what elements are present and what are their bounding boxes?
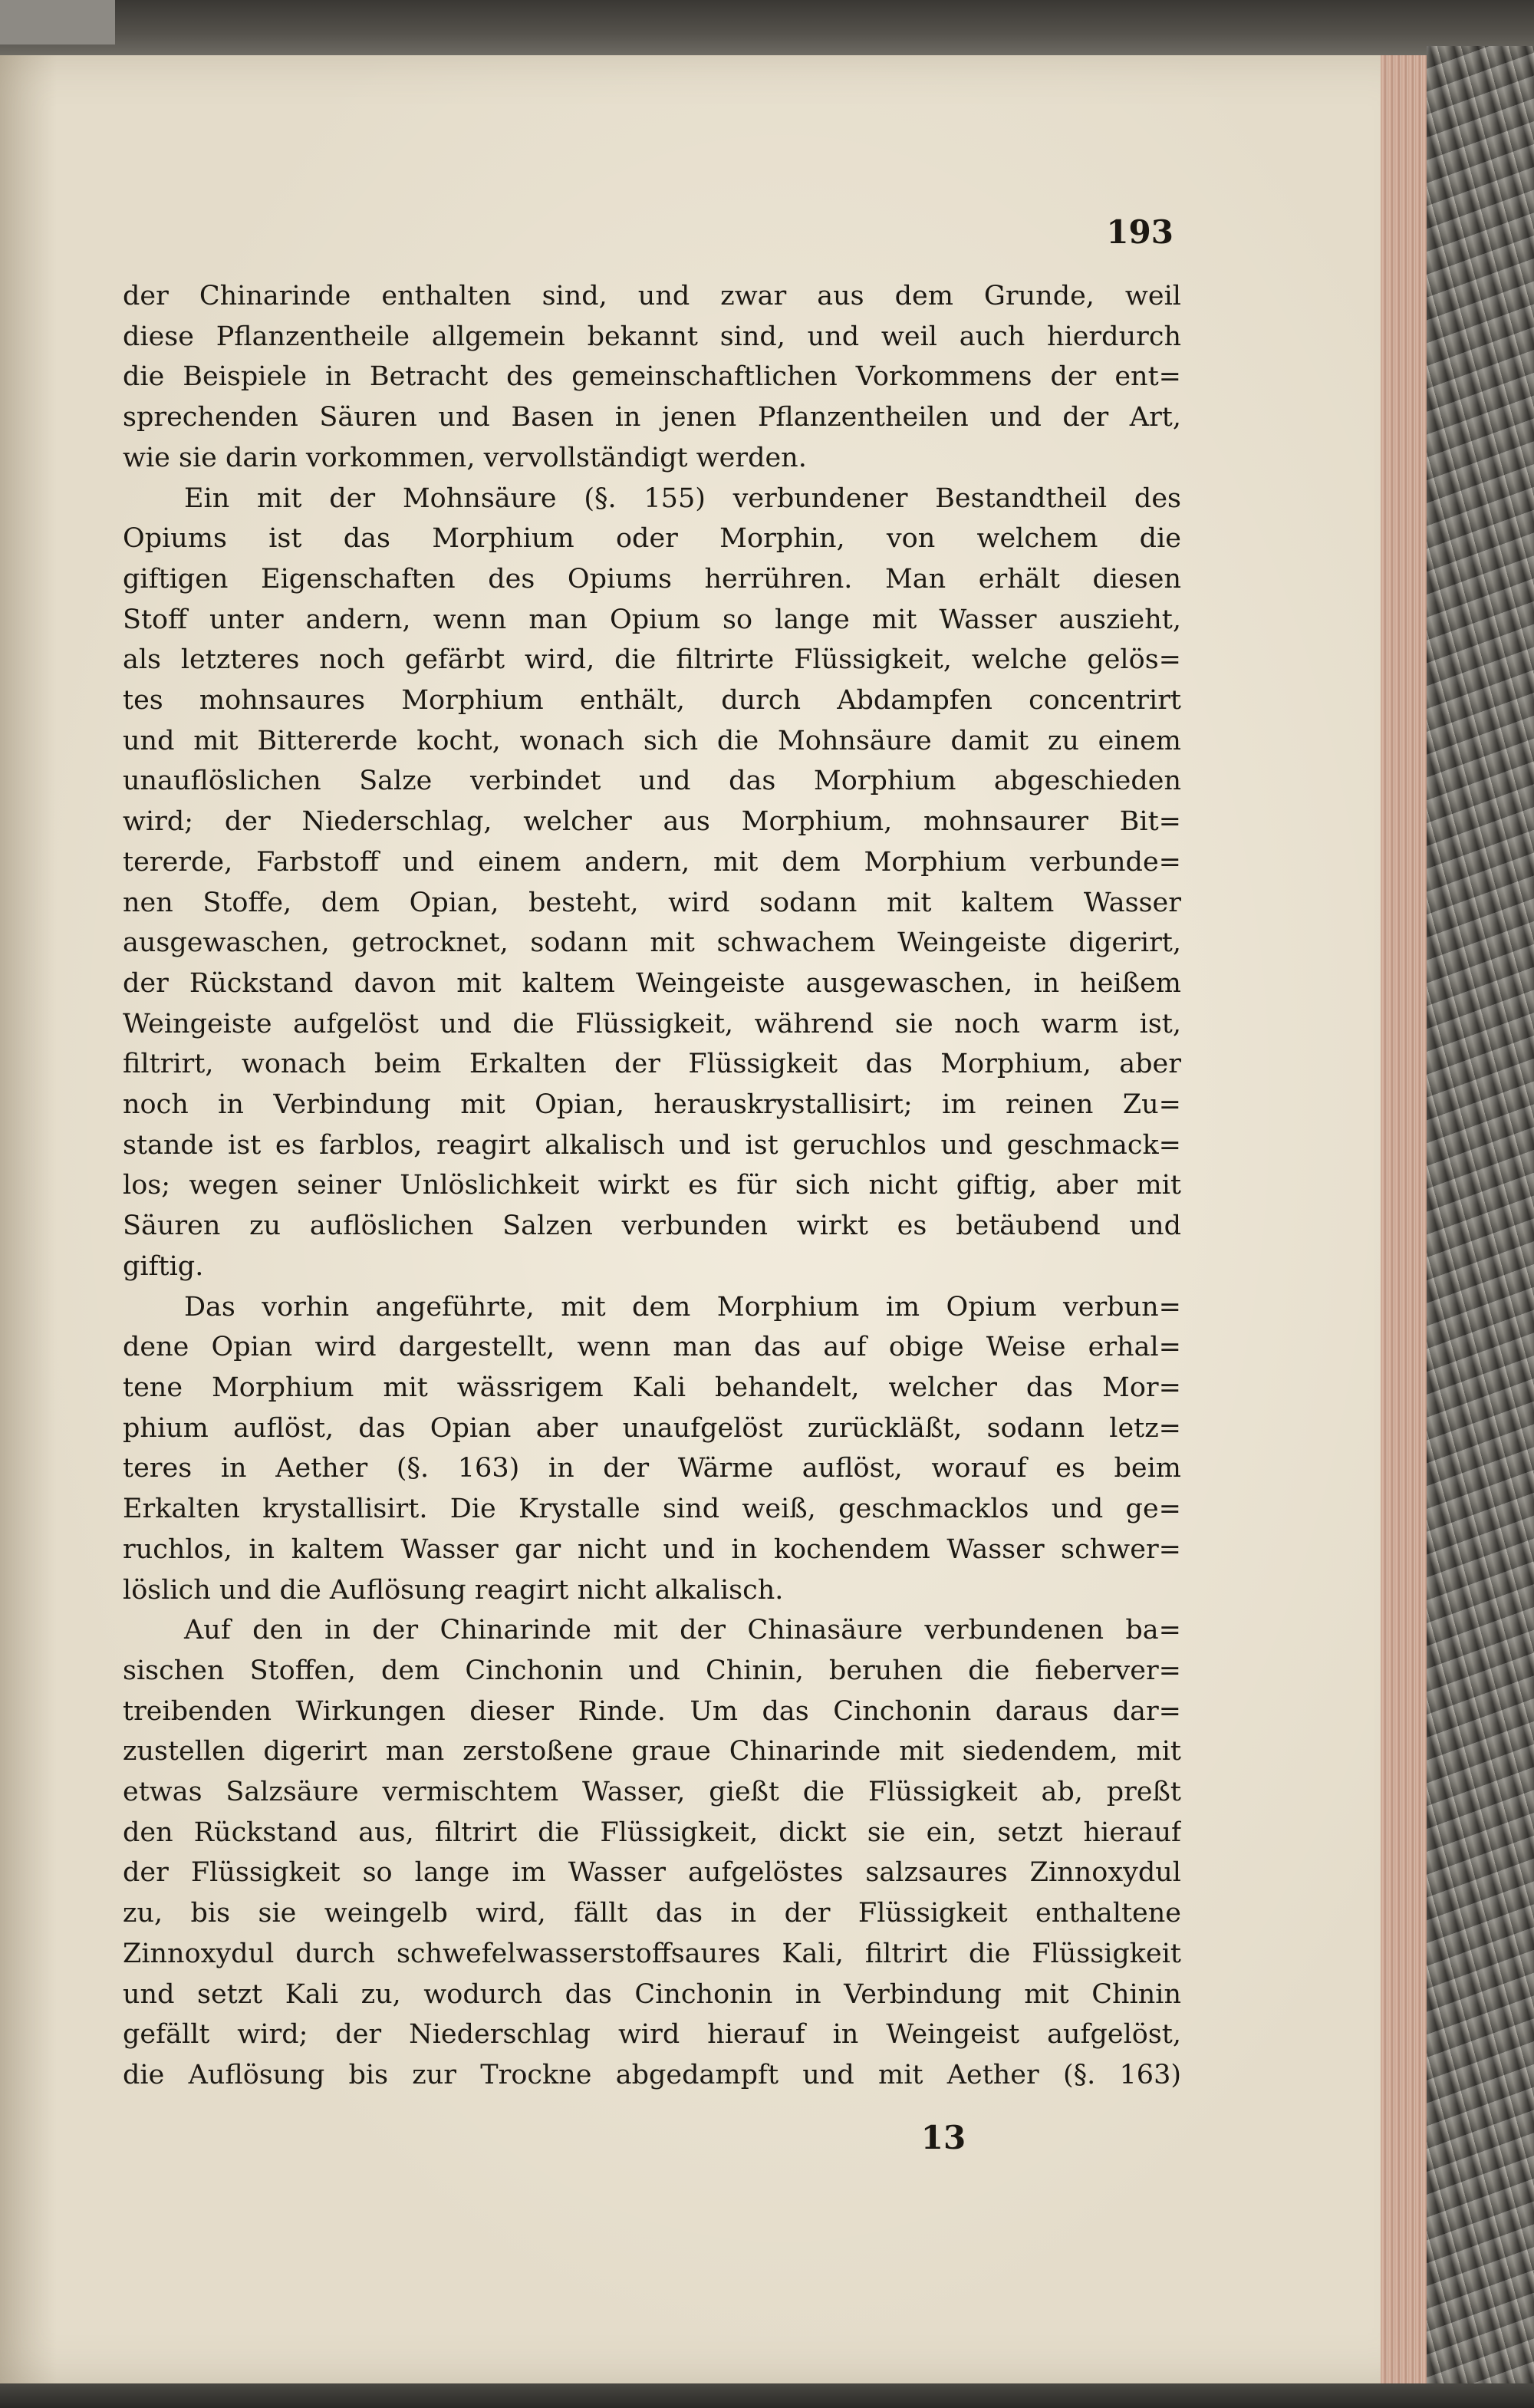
- text-line: tererde, Farbstoff und einem andern, mit dem Morphium verbunde=: [123, 846, 1181, 878]
- text-line: giftig.: [123, 1250, 204, 1282]
- text-line: Das vorhin angeführte, mit dem Morphium im Opium verbun=: [184, 1291, 1181, 1323]
- text-line: Opiums ist das Morphium oder Morphin, von welchem die: [123, 523, 1181, 555]
- bottom-binding: [0, 2383, 1534, 2408]
- text-line: der Rückstand davon mit kaltem Weingeiste ausgewaschen, in heißem: [123, 967, 1181, 999]
- text-line: filtrirt, wonach beim Erkalten der Flüssigkeit das Morphium, aber: [123, 1049, 1181, 1080]
- text-line: teres in Aether (§. 163) in der Wärme auflöst, worauf es beim: [123, 1453, 1181, 1484]
- text-line: treibenden Wirkungen dieser Rinde. Um das Cinchonin daraus dar=: [123, 1695, 1181, 1727]
- text-line: zustellen digerirt man zerstoßene graue Chinarinde mit siedendem, mit: [123, 1736, 1181, 1767]
- text-line: der Chinarinde enthalten sind, und zwar aus dem Grunde, weil: [123, 281, 1181, 311]
- text-line: ruchlos, in kaltem Wasser gar nicht und in kochendem Wasser schwer=: [123, 1533, 1181, 1565]
- text-line: phium auflöst, das Opian aber unaufgelöst zurückläßt, sodann letz=: [123, 1412, 1181, 1444]
- text-line: los; wegen seiner Unlöslichkeit wirkt es für sich nicht giftig, aber mit: [123, 1170, 1181, 1201]
- text-line: den Rückstand aus, filtrirt die Flüssigkeit, dickt sie ein, setzt hierauf: [123, 1817, 1181, 1848]
- text-line: und setzt Kali zu, wodurch das Cinchonin in Verbindung mit Chinin: [123, 1978, 1181, 2010]
- text-line: diese Pflanzentheile allgemein bekannt sind, und weil auch hierdurch: [123, 321, 1181, 352]
- text-line: etwas Salzsäure vermischtem Wasser, gießt die Flüssigkeit ab, preßt: [123, 1777, 1181, 1808]
- text-line: Erkalten krystallisirt. Die Krystalle sind weiß, geschmacklos und ge=: [123, 1494, 1181, 1525]
- signature-mark: 13: [920, 2119, 966, 2156]
- text-line: zu, bis sie weingelb wird, fällt das in der Flüssigkeit enthaltene: [123, 1898, 1181, 1929]
- text-line: tes mohnsaures Morphium enthält, durch Abdampfen concentrirt: [123, 685, 1181, 716]
- text-line: sprechenden Säuren und Basen in jenen Pflanzentheilen und der Art,: [123, 402, 1181, 433]
- body-text: [123, 276, 1181, 2096]
- text-line: Zinnoxydul durch schwefelwasserstoffsaures Kali, filtrirt die Flüssigkeit: [123, 1938, 1181, 1969]
- text-line: noch in Verbindung mit Opian, herauskrystallisirt; im reinen Zu=: [123, 1089, 1181, 1121]
- text-line: sischen Stoffen, dem Cinchonin und Chinin, beruhen die fieberver=: [123, 1655, 1181, 1686]
- text-line: giftigen Eigenschaften des Opiums herrühren. Man erhält diesen: [123, 563, 1181, 595]
- text-line: die Beispiele in Betracht des gemeinschaftlichen Vorkommens der ent=: [123, 361, 1181, 393]
- text-line: Stoff unter andern, wenn man Opium so lange mit Wasser auszieht,: [123, 604, 1181, 635]
- text-line: Ein mit der Mohnsäure (§. 155) verbundener Bestandtheil des: [184, 483, 1181, 514]
- binding-tab: [0, 0, 115, 44]
- text-line: und mit Bittererde kocht, wonach sich die Mohnsäure damit zu einem: [123, 725, 1181, 756]
- text-line: stande ist es farblos, reagirt alkalisch und ist geruchlos und geschmack=: [123, 1129, 1181, 1161]
- text-line: ausgewaschen, getrocknet, sodann mit schwachem Weingeiste digerirt,: [123, 927, 1181, 959]
- text-line: wie sie darin vorkommen, vervollständigt werden.: [123, 442, 807, 473]
- text-line: wird; der Niederschlag, welcher aus Morphium, mohnsaurer Bit=: [123, 806, 1181, 838]
- text-line: nen Stoffe, dem Opian, besteht, wird sodann mit kaltem Wasser: [123, 887, 1181, 918]
- text-line: unauflöslichen Salze verbindet und das Morphium abgeschieden: [123, 766, 1181, 797]
- text-line: der Flüssigkeit so lange im Wasser aufgelöstes salzsaures Zinnoxydul: [123, 1857, 1181, 1889]
- text-line: als letzteres noch gefärbt wird, die filtrirte Flüssigkeit, welche gelös=: [123, 644, 1181, 676]
- text-line: Weingeiste aufgelöst und die Flüssigkeit, während sie noch warm ist,: [123, 1008, 1181, 1039]
- text-line: gefällt wird; der Niederschlag wird hierauf in Weingeist aufgelöst,: [123, 2019, 1181, 2051]
- text-line: dene Opian wird dargestellt, wenn man das auf obige Weise erhal=: [123, 1332, 1181, 1363]
- page-number: 193: [1106, 213, 1174, 251]
- marbled-cover: [1427, 46, 1534, 2408]
- page-edges: [1381, 55, 1427, 2383]
- text-line: Auf den in der Chinarinde mit der Chinasäure verbundenen ba=: [184, 1615, 1181, 1646]
- text-line: die Auflösung bis zur Trockne abgedampft und mit Aether (§. 163): [123, 2059, 1181, 2090]
- text-line: tene Morphium mit wässrigem Kali behandelt, welcher das Mor=: [123, 1372, 1181, 1403]
- text-line: löslich und die Auflösung reagirt nicht alkalisch.: [123, 1574, 784, 1606]
- top-binding: [0, 0, 1534, 55]
- text-line: Säuren zu auflöslichen Salzen verbunden wirkt es betäubend und: [123, 1211, 1181, 1242]
